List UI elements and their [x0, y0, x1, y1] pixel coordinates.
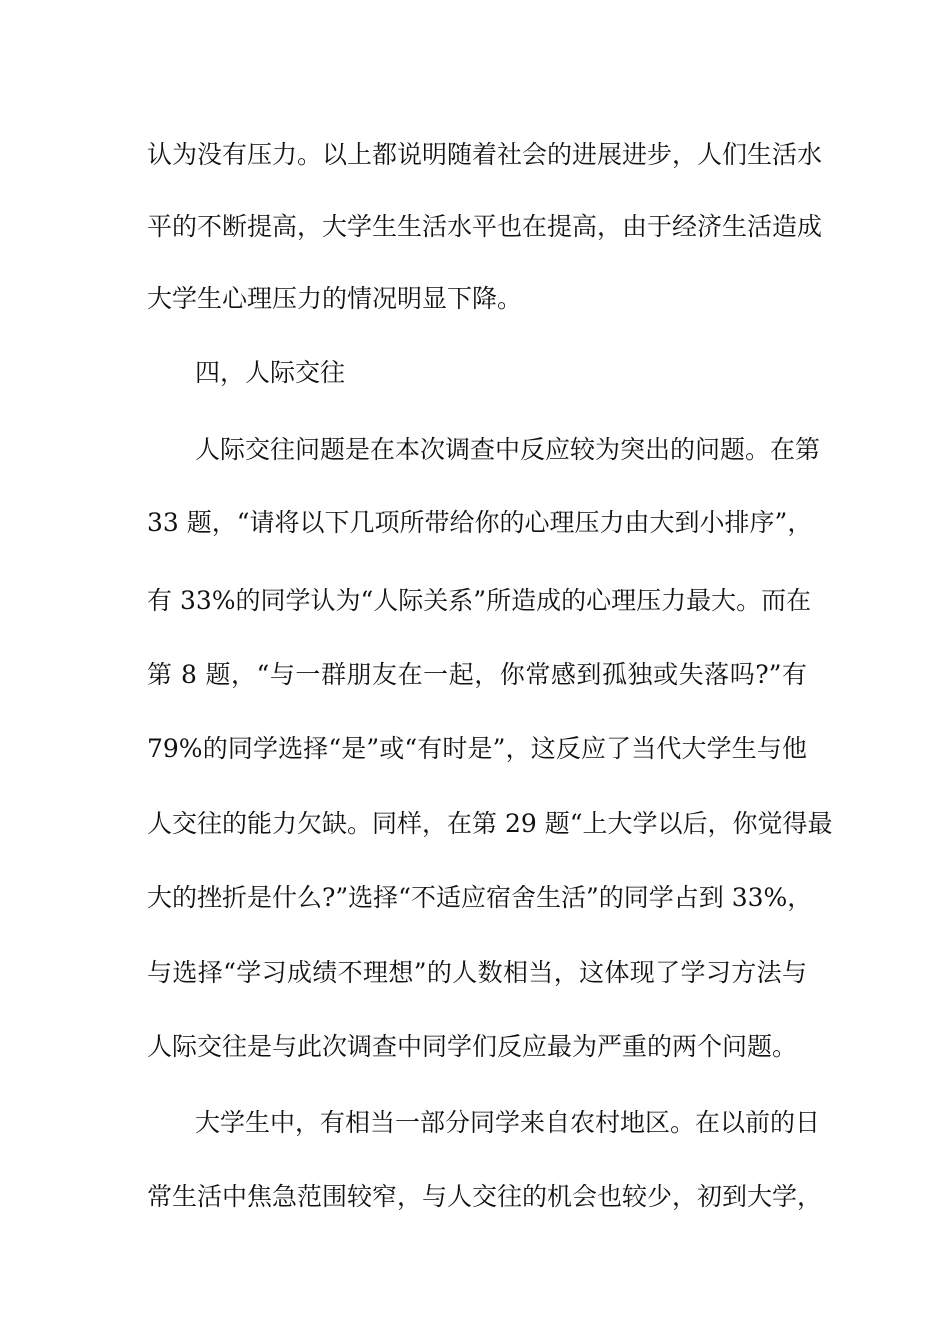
section-heading: 四，人际交往	[195, 358, 346, 387]
paragraph-line: 大学生心理压力的情况明显下降。	[147, 284, 523, 313]
paragraph-line: 有 33%的同学认为“人际关系”所造成的心理压力最大。而在	[147, 586, 812, 615]
paragraph-line: 大的挫折是什么?”选择“不适应宿舍生活”的同学占到 33%，	[147, 883, 813, 912]
paragraph-line: 第 8 题，“与一群朋友在一起，你常感到孤独或失落吗?”有	[147, 660, 807, 689]
paragraph-line: 79%的同学选择“是”或“有时是”，这反应了当代大学生与他	[147, 734, 807, 763]
paragraph-line: 人际交往问题是在本次调查中反应较为突出的问题。在第	[195, 435, 821, 464]
paragraph-line: 人际交往是与此次调查中同学们反应最为严重的两个问题。	[147, 1032, 798, 1061]
paragraph-line: 平的不断提高，大学生生活水平也在提高，由于经济生活造成	[147, 212, 823, 241]
paragraph-line: 33 题，“请将以下几项所带给你的心理压力由大到小排序”，	[147, 508, 813, 537]
paragraph-line: 认为没有压力。以上都说明随着社会的进展进步，人们生活水	[147, 140, 823, 169]
paragraph-line: 与选择“学习成绩不理想”的人数相当，这体现了学习方法与	[147, 958, 807, 987]
paragraph-line: 大学生中，有相当一部分同学来自农村地区。在以前的日	[195, 1108, 821, 1137]
paragraph-line: 人交往的能力欠缺。同样，在第 29 题“上大学以后，你觉得最	[147, 809, 833, 838]
paragraph-line: 常生活中焦急范围较窄，与人交往的机会也较少，初到大学，	[147, 1182, 823, 1211]
